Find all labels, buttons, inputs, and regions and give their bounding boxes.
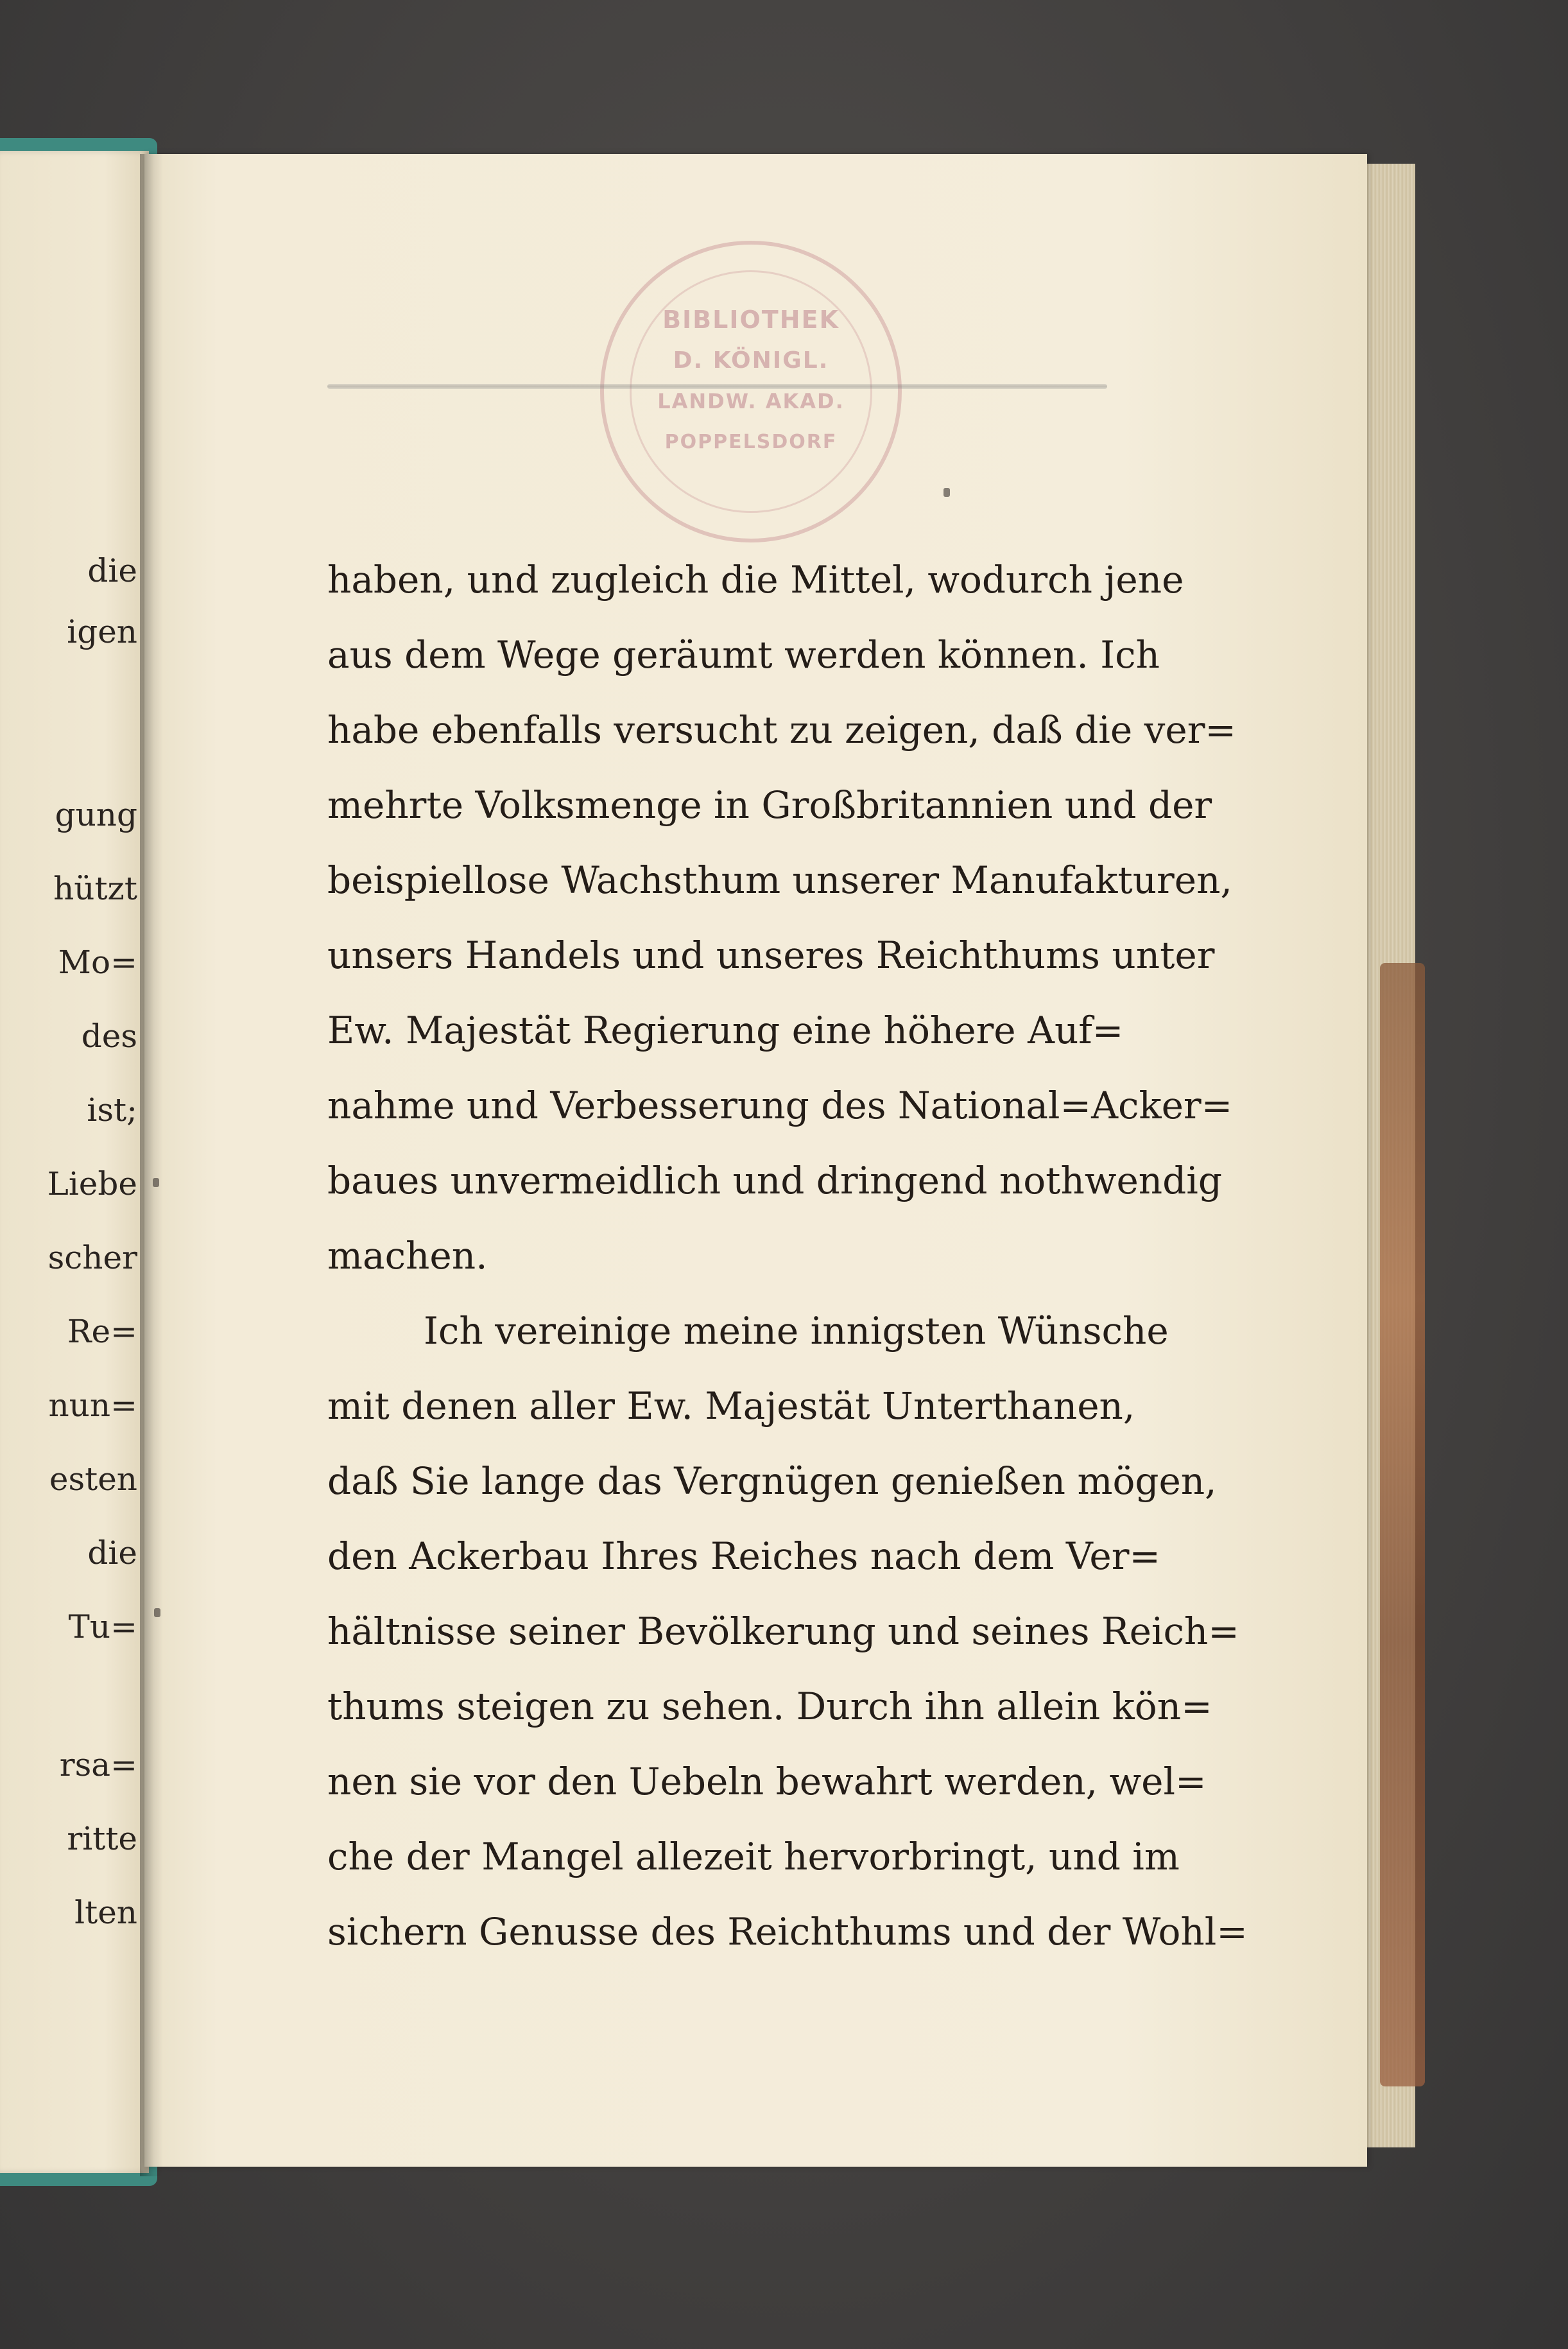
left-fragment: Mo=: [58, 944, 137, 981]
text-line: nahme und Verbesserung des National=Acker=: [327, 1084, 1233, 1127]
left-fragment: nun=: [48, 1387, 137, 1424]
marbled-edge: [1380, 963, 1425, 2086]
text-line: mehrte Volksmenge in Großbritannien und der: [327, 783, 1212, 827]
text-line: nen sie vor den Uebeln bewahrt werden, wel=: [327, 1760, 1207, 1803]
stamp-line: LANDW. AKAD.: [657, 389, 845, 413]
text-line: hältnisse seiner Bevölkerung und seines Reich=: [327, 1609, 1239, 1653]
left-fragment: Tu=: [68, 1608, 137, 1645]
text-line: machen.: [327, 1234, 488, 1278]
gutter-shadow: [140, 154, 163, 2176]
left-fragment: hützt: [53, 870, 137, 907]
stamp-line: BIBLIOTHEK: [662, 306, 840, 334]
text-line: habe ebenfalls versucht zu zeigen, daß die ver=: [327, 708, 1237, 752]
left-fragment: Liebe: [47, 1165, 137, 1202]
text-line: mit denen aller Ew. Majestät Unterthanen,: [327, 1384, 1135, 1428]
text-line: unsers Handels und unseres Reichthums unter: [327, 933, 1215, 977]
header-rule: [327, 384, 1107, 389]
left-fragment: des: [81, 1018, 137, 1055]
left-fragment: die: [87, 1534, 137, 1572]
left-fragment: scher: [47, 1239, 137, 1276]
left-page: [0, 151, 149, 2173]
stamp-line: D. KÖNIGL.: [673, 347, 829, 374]
text-line: daß Sie lange das Vergnügen genießen mögen,: [327, 1459, 1217, 1503]
left-fragment: ist;: [87, 1091, 137, 1129]
ink-speck: [943, 488, 950, 497]
page-mark: [153, 1178, 159, 1187]
text-line: haben, und zugleich die Mittel, wodurch jene: [327, 558, 1184, 602]
text-line: thums steigen zu sehen. Durch ihn allein kön=: [327, 1685, 1212, 1728]
text-line: den Ackerbau Ihres Reiches nach dem Ver=: [327, 1534, 1161, 1578]
left-page-text-fragments: [0, 151, 149, 2173]
left-fragment: die: [87, 552, 137, 589]
page-mark: [154, 1608, 160, 1617]
left-fragment: ritte: [67, 1820, 137, 1857]
left-fragment: Re=: [67, 1313, 137, 1350]
text-line: aus dem Wege geräumt werden können. Ich: [327, 633, 1160, 677]
text-line: baues unvermeidlich und dringend nothwendig: [327, 1159, 1222, 1202]
text-line: che der Mangel allezeit hervorbringt, und im: [327, 1835, 1180, 1878]
left-fragment: rsa=: [59, 1746, 137, 1783]
left-fragment: igen: [67, 613, 137, 650]
library-stamp: [600, 241, 902, 542]
text-line: beispiellose Wachsthum unserer Manufakturen,: [327, 858, 1232, 902]
left-fragment: lten: [74, 1894, 137, 1931]
left-fragment: esten: [49, 1461, 137, 1498]
body-text: [327, 542, 1248, 1970]
stamp-line: POPPELSDORF: [664, 431, 838, 453]
text-line: Ich vereinige meine innigsten Wünsche: [424, 1309, 1169, 1353]
text-line: Ew. Majestät Regierung eine höhere Auf=: [327, 1009, 1124, 1052]
left-fragment: gung: [55, 796, 137, 833]
text-line: sichern Genusse des Reichthums und der Wohl=: [327, 1910, 1248, 1954]
